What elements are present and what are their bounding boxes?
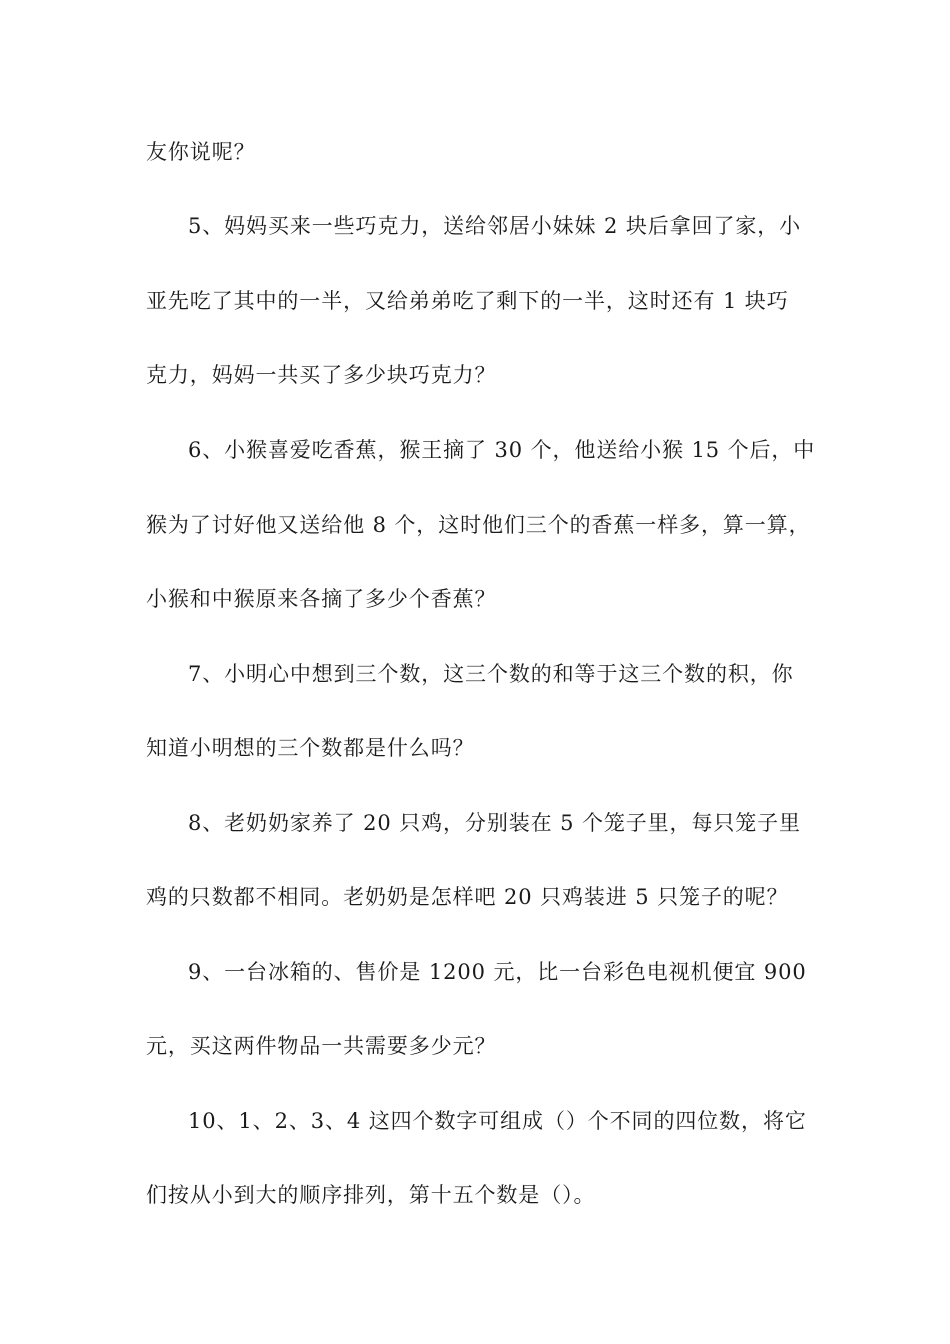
text-line-1: 友你说呢？ bbox=[146, 140, 256, 164]
problem-6-line-1: 6、小猴喜爱吃香蕉，猴王摘了 30 个，他送给小猴 15 个后，中 bbox=[188, 438, 816, 462]
problem-5-line-1: 5、妈妈买来一些巧克力，送给邻居小妹妹 2 块后拿回了家，小 bbox=[188, 214, 802, 238]
problem-5-line-2: 亚先吃了其中的一半，又给弟弟吃了剩下的一半，这时还有 1 块巧 bbox=[146, 289, 789, 313]
problem-9-line-2: 元，买这两件物品一共需要多少元？ bbox=[146, 1034, 497, 1058]
problem-8-line-1: 8、老奶奶家养了 20 只鸡，分别装在 5 个笼子里，每只笼子里 bbox=[188, 811, 801, 835]
problem-6-line-3: 小猴和中猴原来各摘了多少个香蕉？ bbox=[146, 587, 497, 611]
problem-8-line-2: 鸡的只数都不相同。老奶奶是怎样吧 20 只鸡装进 5 只笼子的呢？ bbox=[146, 885, 789, 909]
problem-9-line-1: 9、一台冰箱的、售价是 1200 元，比一台彩色电视机便宜 900 bbox=[188, 960, 807, 984]
problem-6-line-2: 猴为了讨好他又送给他 8 个，这时他们三个的香蕉一样多，算一算， bbox=[146, 513, 811, 537]
problem-7-line-1: 7、小明心中想到三个数，这三个数的和等于这三个数的积，你 bbox=[188, 662, 794, 686]
problem-10-line-1: 10、1、2、3、4 这四个数字可组成（）个不同的四位数，将它 bbox=[188, 1109, 807, 1133]
problem-5-line-3: 克力，妈妈一共买了多少块巧克力？ bbox=[146, 363, 497, 387]
problem-10-line-2: 们按从小到大的顺序排列，第十五个数是（）。 bbox=[146, 1183, 596, 1207]
problem-7-line-2: 知道小明想的三个数都是什么吗？ bbox=[146, 736, 475, 760]
